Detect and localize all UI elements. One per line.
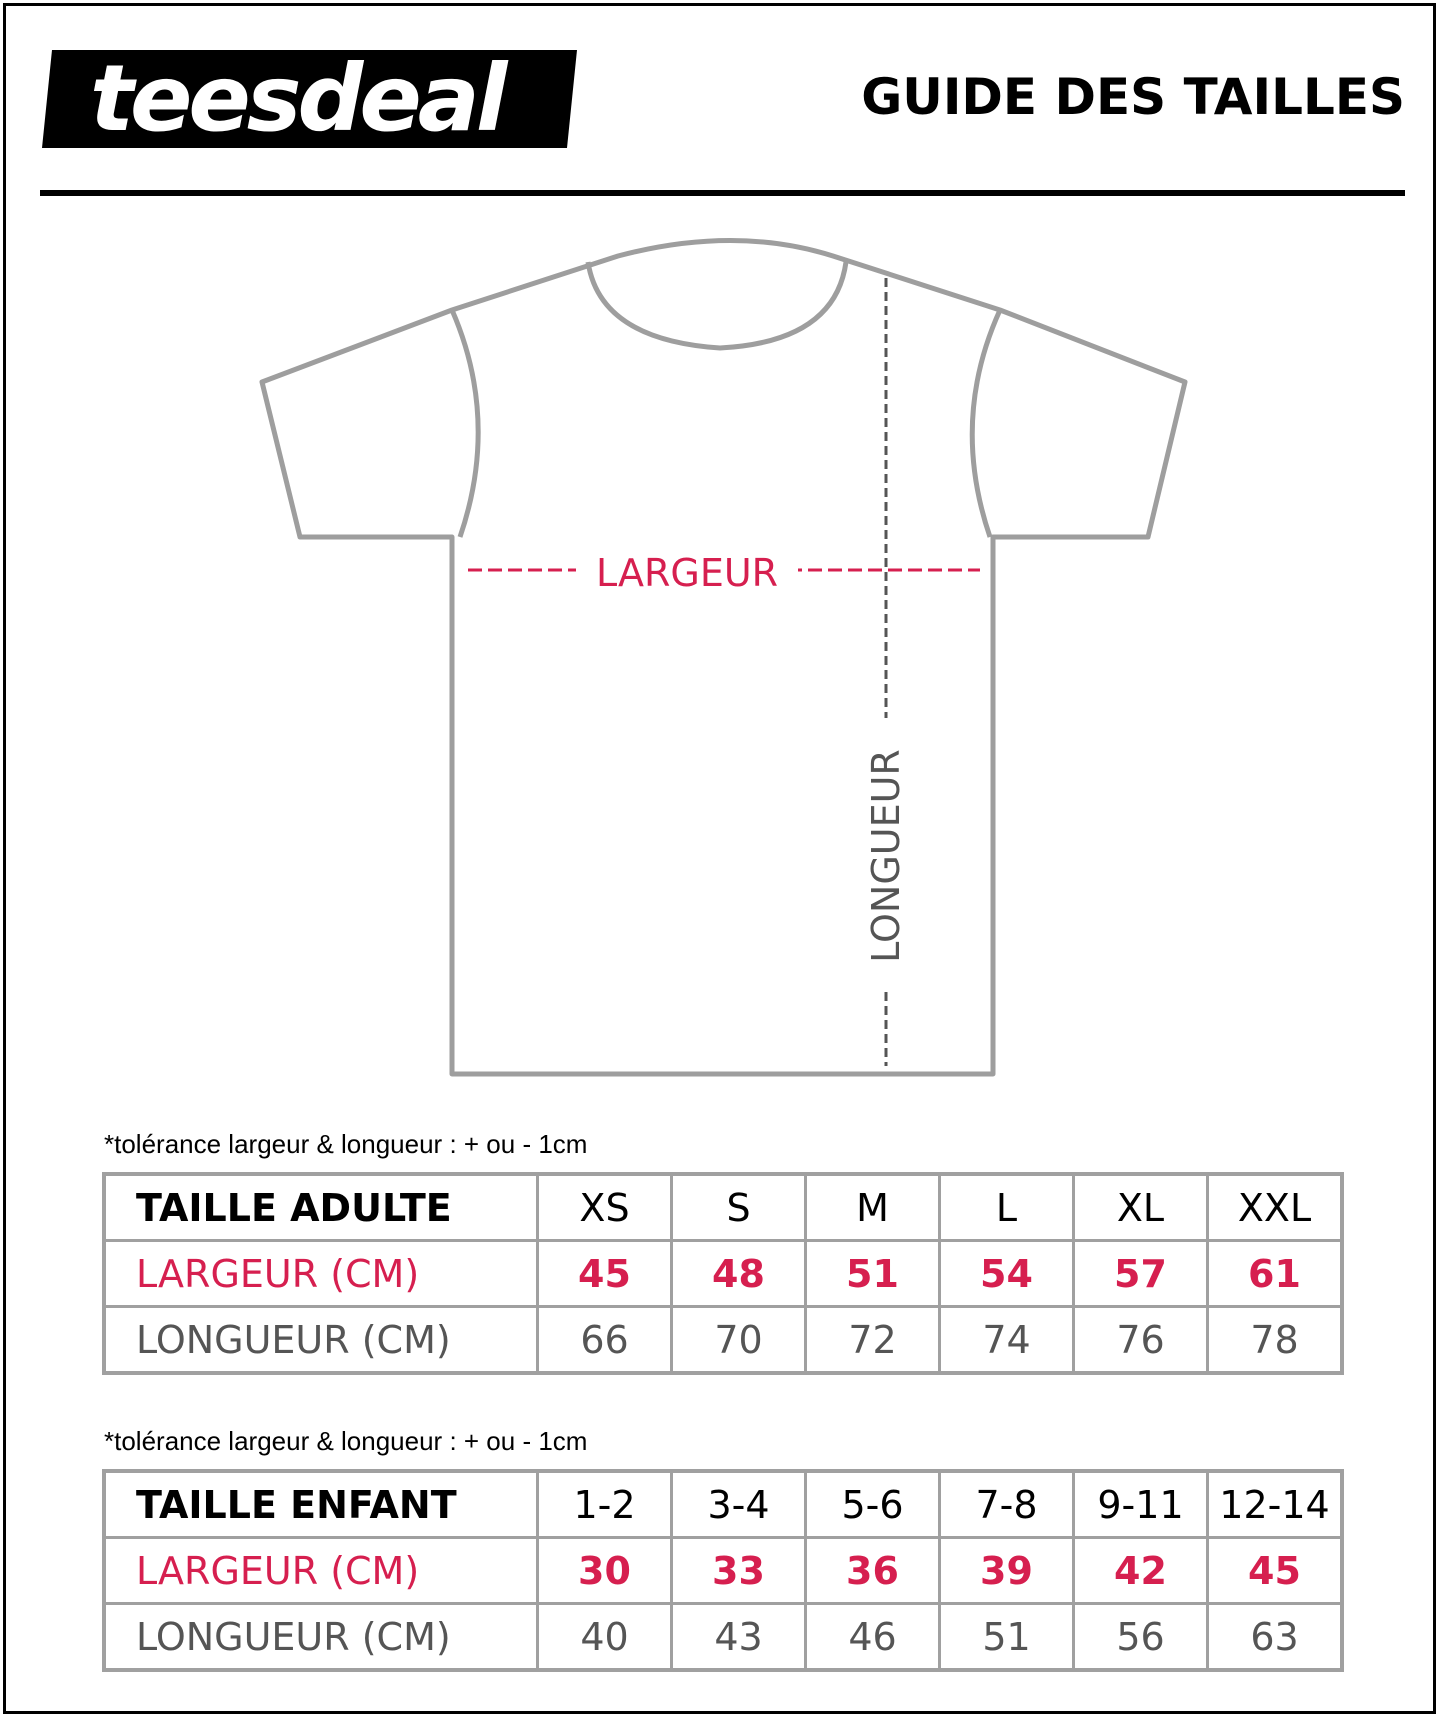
size-cell: 12-14	[1208, 1471, 1343, 1538]
tshirt-outline	[262, 241, 1185, 1075]
length-cell: 74	[940, 1307, 1074, 1374]
table-row	[104, 1538, 1342, 1604]
page-title: GUIDE DES TAILLES	[861, 68, 1405, 126]
width-cell: 48	[672, 1241, 806, 1307]
width-cell: 54	[940, 1241, 1074, 1307]
adult-tolerance-note: *tolérance largeur & longueur : + ou - 1cm	[104, 1129, 588, 1159]
length-cell: 43	[672, 1604, 806, 1671]
size-cell: 5-6	[806, 1471, 940, 1538]
length-cell: 66	[538, 1307, 672, 1374]
length-cell: 46	[806, 1604, 940, 1671]
width-cell: 61	[1208, 1241, 1343, 1307]
size-cell: M	[806, 1174, 940, 1241]
width-cell: 42	[1074, 1538, 1208, 1604]
width-cell: 51	[806, 1241, 940, 1307]
length-cell: 78	[1208, 1307, 1343, 1374]
size-cell: 1-2	[538, 1471, 672, 1538]
width-cell: 45	[1208, 1538, 1343, 1604]
table-row	[104, 1604, 1342, 1671]
width-cell: 57	[1074, 1241, 1208, 1307]
length-label: LONGUEUR	[864, 749, 908, 963]
row-header: TAILLE ADULTE	[104, 1174, 538, 1241]
width-cell: 36	[806, 1538, 940, 1604]
length-cell: 51	[940, 1604, 1074, 1671]
row-header: LONGUEUR (CM)	[104, 1307, 538, 1374]
row-header: TAILLE ENFANT	[104, 1471, 538, 1538]
size-cell: XL	[1074, 1174, 1208, 1241]
width-label: LARGEUR	[595, 551, 779, 595]
size-cell: 7-8	[940, 1471, 1074, 1538]
table-row	[104, 1241, 1342, 1307]
size-cell: XS	[538, 1174, 672, 1241]
size-cell: S	[672, 1174, 806, 1241]
size-cell: 9-11	[1074, 1471, 1208, 1538]
adult-size-table	[102, 1172, 1344, 1375]
length-cell: 72	[806, 1307, 940, 1374]
table-row	[104, 1174, 1342, 1241]
length-cell: 56	[1074, 1604, 1208, 1671]
size-cell: XXL	[1208, 1174, 1343, 1241]
width-cell: 45	[538, 1241, 672, 1307]
width-cell: 30	[538, 1538, 672, 1604]
width-cell: 39	[940, 1538, 1074, 1604]
row-header: LARGEUR (CM)	[104, 1538, 538, 1604]
table-row	[104, 1307, 1342, 1374]
logo-text: teesdeal	[90, 45, 504, 152]
row-header: LONGUEUR (CM)	[104, 1604, 538, 1671]
child-size-table	[102, 1469, 1344, 1672]
length-cell: 70	[672, 1307, 806, 1374]
row-header: LARGEUR (CM)	[104, 1241, 538, 1307]
length-cell: 76	[1074, 1307, 1208, 1374]
table-row	[104, 1471, 1342, 1538]
size-cell: L	[940, 1174, 1074, 1241]
length-cell: 63	[1208, 1604, 1343, 1671]
size-cell: 3-4	[672, 1471, 806, 1538]
length-cell: 40	[538, 1604, 672, 1671]
width-cell: 33	[672, 1538, 806, 1604]
child-tolerance-note: *tolérance largeur & longueur : + ou - 1cm	[104, 1426, 588, 1456]
